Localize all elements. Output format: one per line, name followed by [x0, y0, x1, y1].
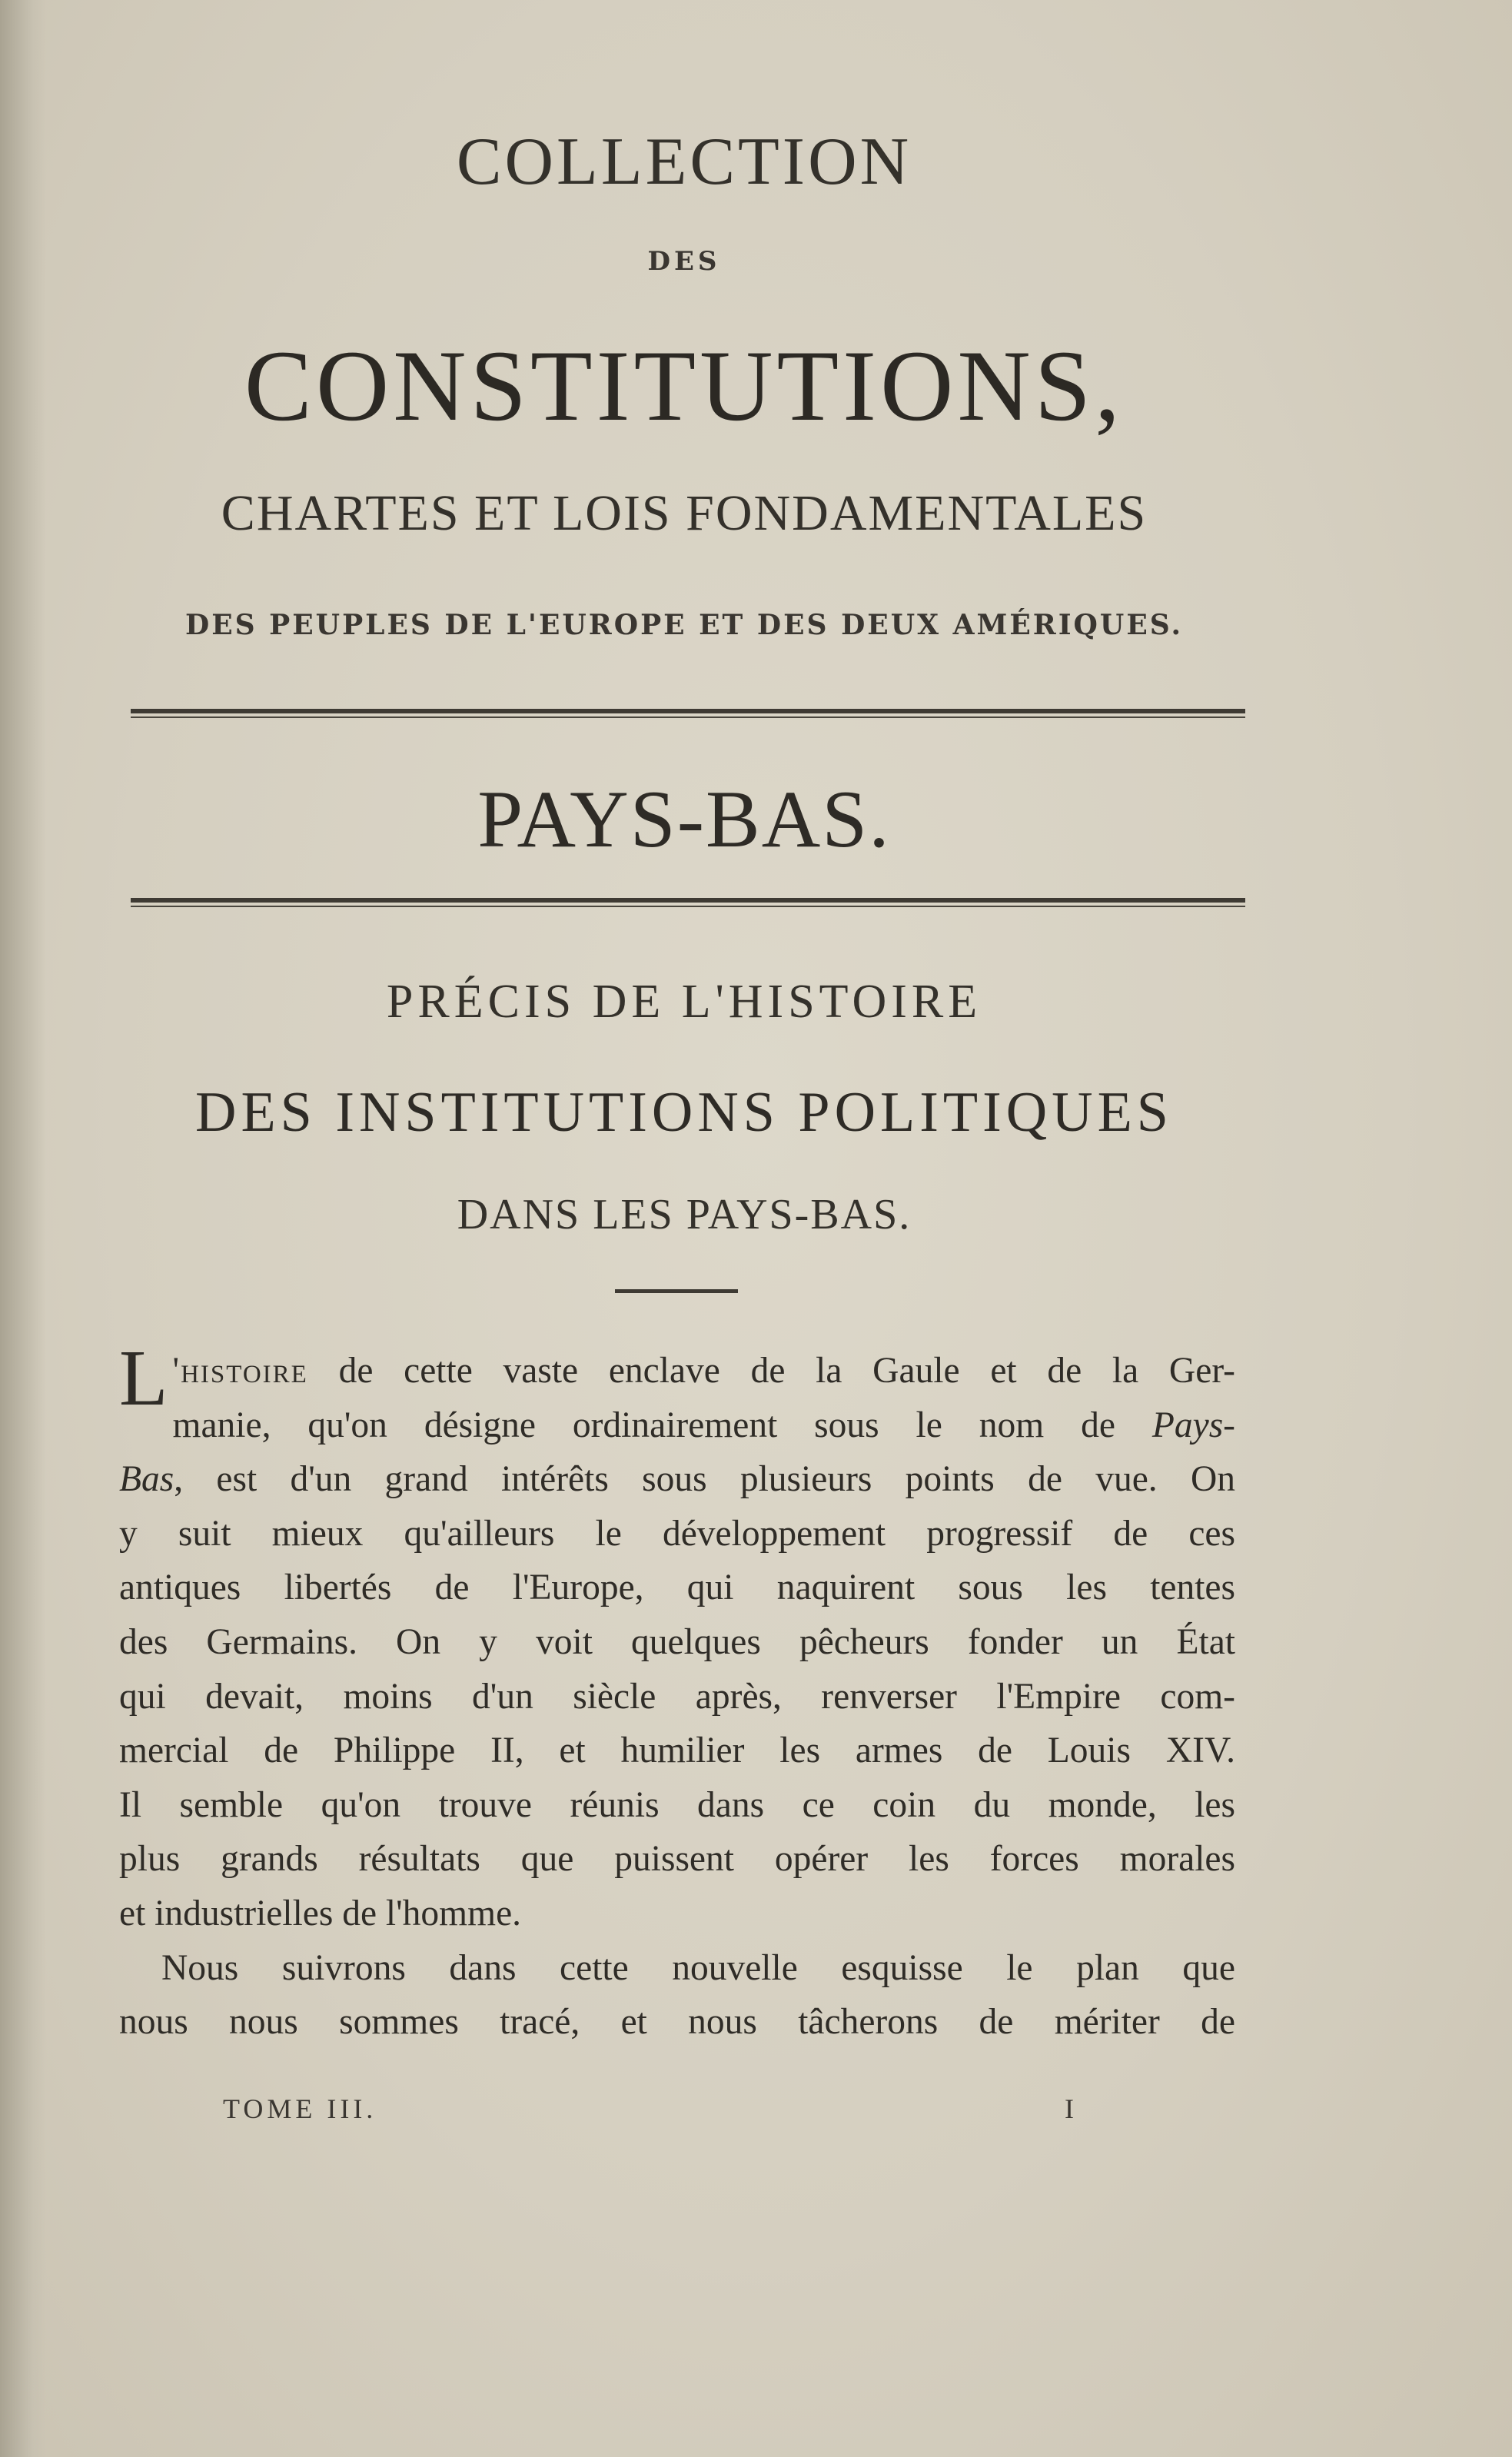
text-line — [119, 1344, 1235, 1398]
text-line — [119, 1452, 1235, 1507]
section-country-heading: PAYS-BAS. — [477, 774, 891, 864]
text-line: des Germains. On y voit quelques pêcheurs fonder un État — [119, 1621, 1235, 1662]
title-des: DES — [647, 246, 721, 277]
text-line — [119, 1398, 1235, 1453]
short-divider — [615, 1289, 738, 1293]
heading-institutions: DES INSTITUTIONS POLITIQUES — [195, 1081, 1173, 1144]
drop-cap: L — [119, 1334, 168, 1422]
title-chartes: CHARTES ET LOIS FONDAMENTALES — [221, 485, 1148, 541]
paragraph-1 — [119, 1334, 1235, 1941]
text-line: antiques libertés de l'Europe, qui naquirent sous les tentes — [119, 1568, 1235, 1608]
text-fragment: manie, qu'on désigne ordinairement sous le nom de — [172, 1405, 1152, 1445]
title-collection: COLLECTION — [456, 125, 912, 199]
text-line: nous nous sommes tracé, et nous tâcherons de mériter de — [119, 2002, 1235, 2043]
small-caps-word: 'histoire — [172, 1351, 308, 1391]
double-rule-bottom — [131, 898, 1245, 907]
title-peuples: DES PEUPLES DE L'EUROPE ET DES DEUX AMÉRIQUES. — [184, 609, 1183, 641]
title-constitutions: CONSTITUTIONS, — [244, 329, 1125, 442]
text-line: y suit mieux qu'ailleurs le développement progressif de ces — [119, 1513, 1235, 1554]
text-line: Nous suivrons dans cette nouvelle esquisse le plan que — [161, 1947, 1235, 1988]
text-line: qui devait, moins d'un siècle après, renverser l'Empire com- — [119, 1676, 1235, 1717]
text-line: plus grands résultats que puissent opérer les forces morales — [119, 1839, 1235, 1880]
text-line: mercial de Philippe II, et humilier les armes de Louis XIV. — [119, 1731, 1235, 1771]
paragraph-2 — [119, 1941, 1235, 2050]
text-fragment: , est d'un grand intérêts sous plusieurs points de vue. On — [174, 1459, 1235, 1500]
text-line: et industrielles de l'homme. — [119, 1893, 522, 1933]
gathering-signature: I — [1065, 2093, 1074, 2124]
italic-fragment: Bas — [119, 1459, 174, 1500]
heading-precis: PRÉCIS DE L'HISTOIRE — [386, 976, 982, 1028]
text-fragment: de cette vaste enclave de la Gaule et de la Ger- — [307, 1351, 1235, 1391]
text-line: Il semble qu'on trouve réunis dans ce coin du monde, les — [119, 1784, 1235, 1825]
italic-fragment: Pays- — [1151, 1405, 1235, 1445]
volume-signature: TOME III. — [223, 2093, 377, 2124]
double-rule-top — [131, 709, 1245, 718]
heading-dans: DANS LES PAYS-BAS. — [457, 1191, 912, 1238]
body-text — [119, 1334, 1235, 2050]
